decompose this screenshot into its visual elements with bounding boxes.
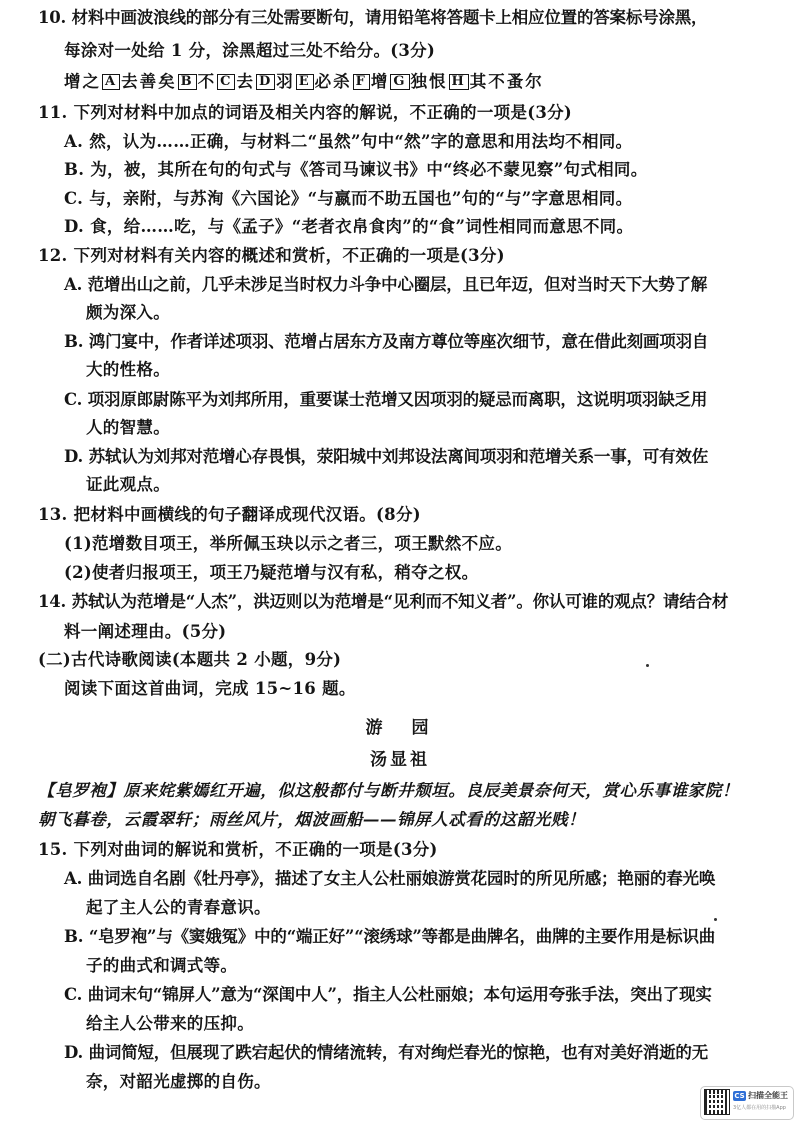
q13-sentence-2: (2)使者归报项王，项王乃疑范增与汉有私，稍夺之权。 [64,563,479,582]
q15-stem: 15. 下列对曲词的解说和赏析，不正确的一项是(3分) [38,840,438,859]
answer-mark-d: D [256,74,275,90]
segment-text: 羽 [276,72,295,91]
q12-option-d-line-2: 证此观点。 [86,475,170,494]
q11-option-c: C. 与，亲附，与苏洵《六国论》“与嬴而不助五国也”句的“与”字意思相同。 [64,189,633,208]
poem-title: 游 园 [365,718,435,738]
answer-mark-e: E [296,74,314,90]
q14-line-1: 14. 苏轼认为范增是“人杰”，洪迈则以为范增是“见利而不知义者”。你认可谁的观点？请结合材 [38,592,729,611]
q13-sentence-1: (1)范增数目项王，举所佩玉玦以示之者三，项王默然不应。 [64,534,512,553]
q10-segment-sequence [64,70,544,94]
q12-option-b-line-1: B. 鸿门宴中，作者详述项羽、范增占居东方及南方尊位等座次细节，意在借此刻画项羽自 [64,332,709,351]
poem-author: 汤显祖 [370,750,430,770]
watermark-app-name: 扫描全能王 [748,1091,788,1100]
q10-line-2: 每涂对一处给 1 分，涂黑超过三处不给分。(3分) [64,41,436,60]
answer-mark-a: A [102,74,120,90]
segment-text: 去善矣 [121,72,177,91]
q12-option-c-line-2: 人的智慧。 [86,418,170,437]
q11-option-b: B. 为，被，其所在句的句式与《答司马谏议书》中“终必不蒙见察”句式相同。 [64,160,648,179]
scan-speck [646,664,649,667]
scanner-watermark [700,1086,794,1120]
poem-line-1: 【皂罗袍】原来姹紫嫣红开遍，似这般都付与断井颓垣。良辰美景奈何天，赏心乐事谁家院！ [38,781,740,800]
answer-mark-b: B [178,74,197,90]
segment-text: 增之 [64,72,101,91]
q14-line-2: 料一阐述理由。(5分) [64,622,227,641]
scan-speck [714,918,717,921]
segment-text: 必杀 [314,72,352,91]
q12-option-a-line-1: A. 范增出山之前，几乎未涉足当时权力斗争中心圈层，且已年迈，但对当时天下大势了解 [64,275,708,294]
poem-line-2: 朝飞暮卷，云霞翠轩；雨丝风片，烟波画船——锦屏人忒看的这韶光贱！ [38,810,586,829]
q11-stem: 11. 下列对材料中加点的词语及相关内容的解说，不正确的一项是(3分) [38,103,573,122]
q12-stem: 12. 下列对材料有关内容的概述和赏析，不正确的一项是(3分) [38,246,505,265]
qr-code-icon [705,1090,729,1114]
q15-option-d-line-2: 奈，对韶光虚掷的自伤。 [86,1072,271,1091]
q12-option-d-line-1: D. 苏轼认为刘邦对范增心存畏惧，荥阳城中刘邦设法离间项羽和范增关系一事，可有效佐 [64,447,709,466]
q12-option-c-line-1: C. 项羽原郎尉陈平为刘邦所用，重要谋士范增又因项羽的疑忌而离职，这说明项羽缺乏用 [64,390,708,409]
q15-option-a-line-1: A. 曲词选自名剧《牡丹亭》，描述了女主人公杜丽娘游赏花园时的所见所感；艳丽的春光唤 [64,869,716,888]
answer-mark-c: C [217,74,235,90]
segment-text: 其不蚤尔 [469,72,544,91]
q10-line-1: 10. 材料中画波浪线的部分有三处需要断句，请用铅笔将答题卡上相应位置的答案标号涂黑， [38,8,708,27]
q15-option-a-line-2: 起了主人公的青春意识。 [86,898,271,917]
q11-option-a: A. 然，认为……正确，与材料二“虽然”句中“然”字的意思和用法均不相同。 [64,132,633,151]
watermark-tagline: 3亿人都在用的扫描App [733,1105,786,1111]
answer-mark-g: G [390,74,409,90]
q15-option-b-line-1: B. “皂罗袍”与《窦娥冤》中的“端正好”“滚绣球”等都是曲牌名，曲牌的主要作用是标识曲 [64,927,716,946]
q15-option-d-line-1: D. 曲词简短，但展现了跌宕起伏的情绪流转，有对绚烂春光的惊艳，也有对美好消逝的无 [64,1043,709,1062]
camscanner-logo-icon: CS [734,1092,745,1100]
answer-mark-h: H [449,74,469,90]
section-2-intro: 阅读下面这首曲词，完成 15~16 题。 [64,679,356,698]
q15-option-c-line-1: C. 曲词末句“锦屏人”意为“深闺中人”，指主人公杜丽娘；本句运用夸张手法，突出了现实 [64,985,712,1004]
q15-option-c-line-2: 给主人公带来的压抑。 [86,1014,254,1033]
q13-stem: 13. 把材料中画横线的句子翻译成现代汉语。(8分) [38,505,421,524]
segment-text: 增 [370,72,390,91]
segment-text: 去 [236,72,255,91]
section-2-heading: (二)古代诗歌阅读(本题共 2 小题，9分) [38,650,342,669]
q12-option-a-line-2: 颇为深入。 [86,303,170,322]
q12-option-b-line-2: 大的性格。 [86,360,170,379]
q11-option-d: D. 食，给……吃，与《孟子》“老者衣帛食肉”的“食”词性相同而意思不同。 [64,217,634,236]
segment-text: 不 [197,72,217,91]
segment-text: 独恨 [410,72,448,91]
q15-option-b-line-2: 子的曲式和调式等。 [86,956,238,975]
answer-mark-f: F [353,74,370,90]
